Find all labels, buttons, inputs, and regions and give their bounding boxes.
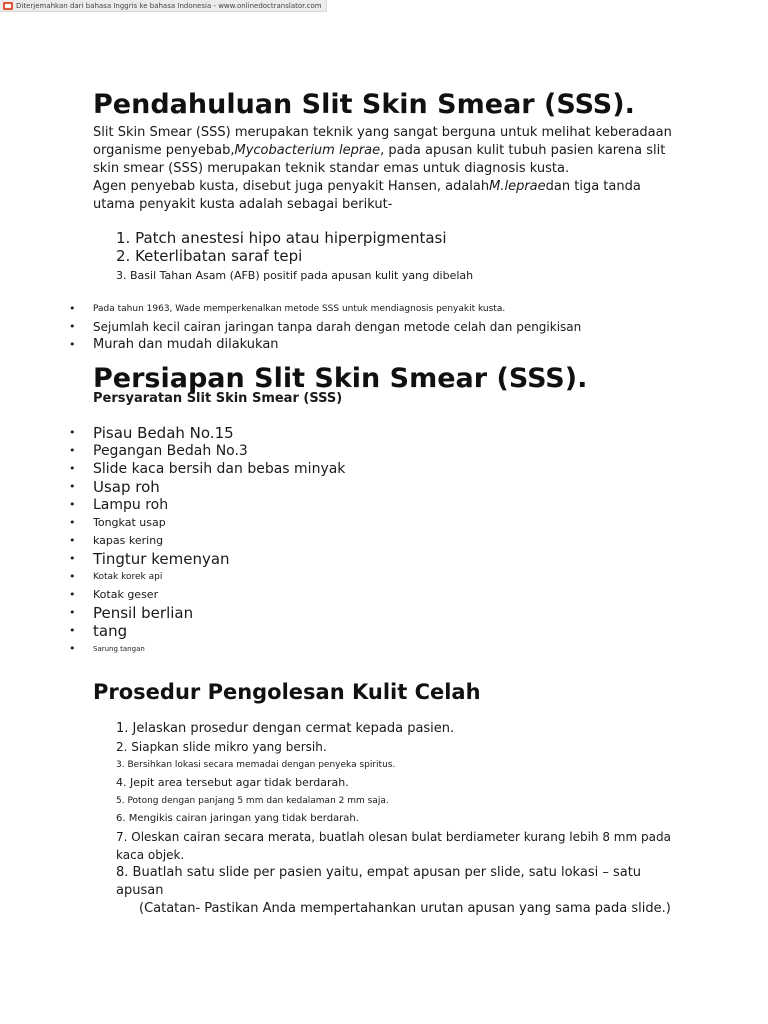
requirements-subtitle: Persyaratan Slit Skin Smear (SSS) xyxy=(93,391,343,406)
list-item: • Tingtur kemenyan xyxy=(93,550,683,568)
section-title-preparation: Persiapan Slit Skin Smear (SSS). xyxy=(93,363,588,394)
list-item: • tang xyxy=(93,622,683,640)
section-title-introduction: Pendahuluan Slit Skin Smear (SSS). xyxy=(93,89,635,120)
list-item: • Kotak geser xyxy=(93,586,683,604)
list-item: 5. Potong dengan panjang 5 mm dan kedalaman 2 mm saja. xyxy=(116,796,389,806)
translate-icon xyxy=(3,2,13,10)
list-item: • Usap roh xyxy=(93,478,683,496)
list-item: • Kotak korek api xyxy=(93,568,683,586)
intro-paragraph-1: Slit Skin Smear (SSS) merupakan teknik yang sangat berguna untuk melihat keberadaan organisme penyebab,Mycobacterium leprae, pada apusan kulit tubuh pasien karena slit skin smear (SSS) merupakan teknik standar emas untuk diagnosis kusta. xyxy=(93,125,672,176)
procedure-note: (Catatan- Pastikan Anda mempertahankan urutan apusan yang sama pada slide.) xyxy=(139,901,671,916)
intro-paragraph-2: Agen penyebab kusta, disebut juga penyakit Hansen, adalahM.lepraedan tiga tanda utama penyakit kusta adalah sebagai berikut- xyxy=(93,179,641,212)
list-item: • Pisau Bedah No.15 xyxy=(93,424,683,442)
list-item: 3. Bersihkan lokasi secara memadai dengan penyeka spiritus. xyxy=(116,760,396,770)
cardinal-signs-list xyxy=(93,229,683,285)
list-item: 7. Oleskan cairan secara merata, buatlah olesan bulat berdiameter kurang lebih 8 mm pada kaca objek. xyxy=(116,830,671,862)
list-item: 8. Buatlah satu slide per pasien yaitu, empat apusan per slide, satu lokasi – satu apusan xyxy=(116,865,642,898)
list-item: • Sejumlah kecil cairan jaringan tanpa darah dengan metode celah dan pengikisan xyxy=(93,318,683,336)
list-item: • Pegangan Bedah No.3 xyxy=(93,442,683,460)
document-page xyxy=(93,86,683,918)
list-item: • Slide kaca bersih dan bebas minyak xyxy=(93,460,683,478)
list-item: 2. Keterlibatan saraf tepi xyxy=(116,247,303,265)
banner-text: Diterjemahkan dari bahasa Inggris ke bahasa Indonesia - www.onlinedoctranslator.com xyxy=(16,1,322,10)
list-item: 1. Jelaskan prosedur dengan cermat kepada pasien. xyxy=(116,721,455,736)
procedure-steps-list xyxy=(93,720,683,900)
list-item: • Pada tahun 1963, Wade memperkenalkan metode SSS untuk mendiagnosis penyakit kusta. xyxy=(93,300,683,318)
intro-bullet-list xyxy=(93,300,683,354)
translator-banner[interactable] xyxy=(0,0,327,12)
list-item: • Murah dan mudah dilakukan xyxy=(93,336,683,354)
list-item: 2. Siapkan slide mikro yang bersih. xyxy=(116,740,327,754)
section-title-procedure: Prosedur Pengolesan Kulit Celah xyxy=(93,680,481,704)
list-item: • Lampu roh xyxy=(93,496,683,514)
list-item: • kapas kering xyxy=(93,532,683,550)
list-item: • Pensil berlian xyxy=(93,604,683,622)
list-item: • Tongkat usap xyxy=(93,514,683,532)
list-item: 4. Jepit area tersebut agar tidak berdarah. xyxy=(116,776,349,789)
list-item: 6. Mengikis cairan jaringan yang tidak berdarah. xyxy=(116,813,359,824)
list-item: 3. Basil Tahan Asam (AFB) positif pada apusan kulit yang dibelah xyxy=(116,269,474,282)
requirements-list xyxy=(93,424,683,658)
list-item: 1. Patch anestesi hipo atau hiperpigmentasi xyxy=(116,229,447,247)
list-item: • Sarung tangan xyxy=(93,640,683,658)
